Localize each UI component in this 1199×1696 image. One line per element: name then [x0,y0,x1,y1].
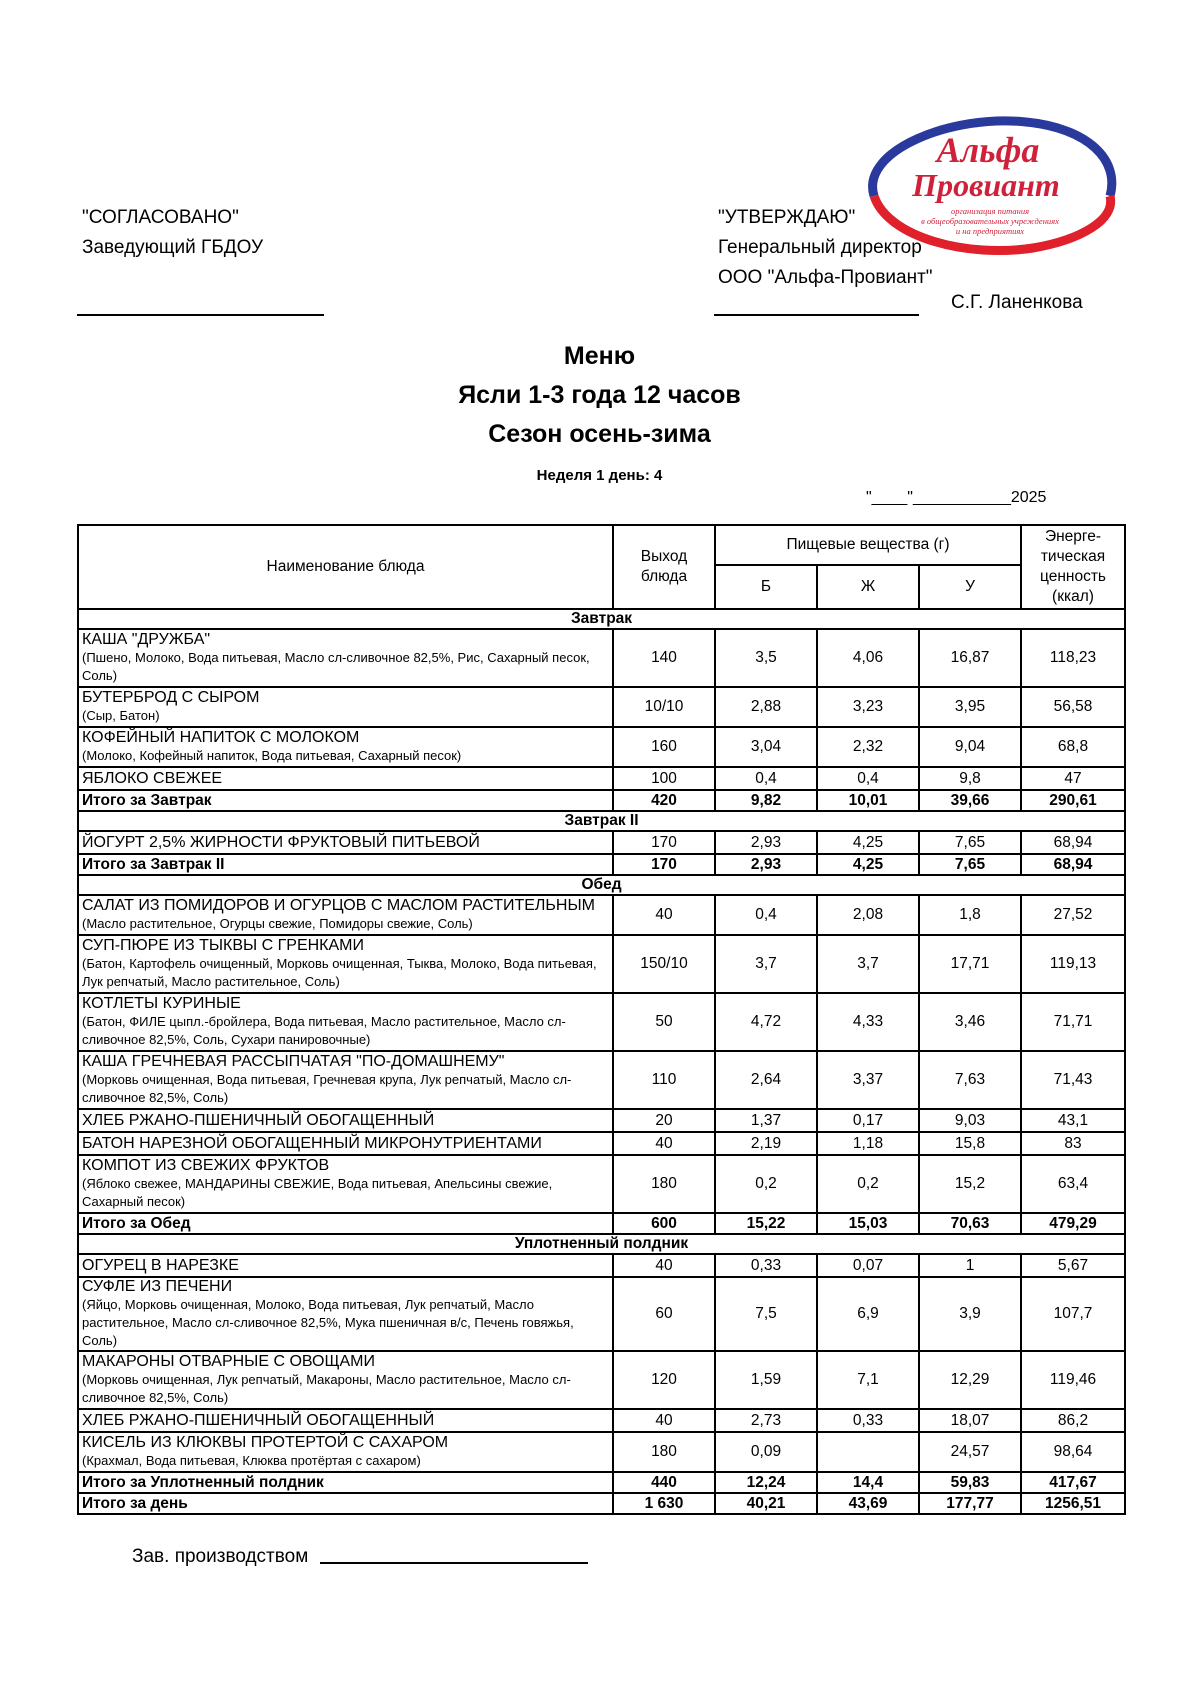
dish-cell [78,727,613,767]
approver-name: С.Г. Ланенкова [951,292,1083,313]
section-title: Обед [78,875,1125,895]
dish-row [78,1051,1125,1109]
dish-row [78,895,1125,935]
energy-cell: 86,2 [1021,1409,1125,1432]
svg-text:Провиант: Провиант [912,167,1060,203]
dish-cell [78,831,613,854]
protein-cell: 2,64 [715,1051,817,1109]
fat-cell: 0,2 [817,1155,919,1213]
protein-cell: 0,4 [715,767,817,790]
yield-cell: 50 [613,993,715,1051]
dish-row [78,727,1125,767]
dish-cell [78,1277,613,1351]
total-fat-cell: 4,25 [817,854,919,875]
menu-subtitle-group: Ясли 1-3 года 12 часов [458,381,741,409]
carbs-cell: 9,04 [919,727,1021,767]
protein-cell: 2,19 [715,1132,817,1155]
yield-cell: 40 [613,1254,715,1277]
total-protein-cell: 2,93 [715,854,817,875]
energy-cell: 5,67 [1021,1254,1125,1277]
section-title: Завтрак [78,609,1125,629]
yield-cell: 170 [613,831,715,854]
total-energy-cell: 417,67 [1021,1472,1125,1493]
dish-cell [78,1109,613,1132]
approve-organization: ООО "Альфа-Провиант" [718,267,933,288]
fat-cell: 4,25 [817,831,919,854]
dish-ingredients: (Пшено, Молоко, Вода питьевая, Масло сл-сливочное 82,5%, Рис, Сахарный песок, Соль) [82,650,590,683]
fat-cell: 3,23 [817,687,919,727]
dish-ingredients: (Яйцо, Морковь очищенная, Молоко, Вода питьевая, Лук репчатый, Масло растительное, Масло сл-сливочное 82,5%, Мука пшеничная в/с, Печень говяжья, Соль) [82,1297,574,1348]
date-line: "____"___________2025 [866,489,1047,506]
dish-row [78,767,1125,790]
carbs-cell: 3,9 [919,1277,1021,1351]
dish-row [78,1132,1125,1155]
total-energy-cell: 479,29 [1021,1213,1125,1234]
dish-cell [78,1051,613,1109]
carbs-cell: 7,65 [919,831,1021,854]
energy-cell: 98,64 [1021,1432,1125,1472]
header-fat: Ж [817,565,919,609]
yield-cell: 150/10 [613,935,715,993]
dish-ingredients: (Морковь очищенная, Лук репчатый, Макароны, Масло растительное, Масло сл-сливочное 82,5%, Соль) [82,1372,571,1405]
energy-cell: 83 [1021,1132,1125,1155]
agreed-signature-line [77,314,324,316]
menu-subtitle-season: Сезон осень-зима [488,420,711,448]
carbs-cell: 18,07 [919,1409,1021,1432]
dish-ingredients: (Яблоко свежее, МАНДАРИНЫ СВЕЖИЕ, Вода питьевая, Апельсины свежие, Сахарный песок) [82,1176,553,1209]
production-head-signature-line [320,1562,588,1564]
dish-cell [78,767,613,790]
section-header-row [78,1234,1125,1254]
protein-cell: 2,93 [715,831,817,854]
dish-row [78,1351,1125,1409]
total-yield-cell: 170 [613,854,715,875]
carbs-cell: 16,87 [919,629,1021,687]
dish-name: КАША "ДРУЖБА" [82,631,211,648]
dish-name: КИСЕЛЬ ИЗ КЛЮКВЫ ПРОТЕРТОЙ С САХАРОМ [82,1434,449,1451]
carbs-cell: 24,57 [919,1432,1021,1472]
dish-row [78,993,1125,1051]
approve-position: Генеральный директор [718,237,922,258]
dish-row [78,629,1125,687]
header-nutrients: Пищевые вещества (г) [715,525,1021,565]
day-total-carbs-cell: 177,77 [919,1493,1021,1514]
dish-row [78,935,1125,993]
dish-row [78,1155,1125,1213]
carbs-cell: 15,2 [919,1155,1021,1213]
dish-name: БУТЕРБРОД С СЫРОМ [82,689,260,706]
dish-name: ХЛЕБ РЖАНО-ПШЕНИЧНЫЙ ОБОГАЩЕННЫЙ [82,1411,435,1429]
dish-name: ХЛЕБ РЖАНО-ПШЕНИЧНЫЙ ОБОГАЩЕННЫЙ [82,1111,435,1129]
dish-row [78,1409,1125,1432]
energy-cell: 71,71 [1021,993,1125,1051]
day-total-row [78,1493,1125,1514]
total-yield-cell: 440 [613,1472,715,1493]
carbs-cell: 9,03 [919,1109,1021,1132]
menu-title: Меню [563,342,636,370]
week-day-label: Неделя 1 день: 4 [536,467,663,484]
production-head-label: Зав. производством [132,1546,309,1567]
carbs-cell: 12,29 [919,1351,1021,1409]
day-total-label: Итого за день [78,1493,613,1514]
fat-cell: 2,32 [817,727,919,767]
carbs-cell: 1,8 [919,895,1021,935]
dish-ingredients: (Морковь очищенная, Вода питьевая, Гречневая крупа, Лук репчатый, Масло сл-сливочное 82,5%, Соль) [82,1072,572,1105]
menu-table [77,524,1126,1515]
fat-cell: 7,1 [817,1351,919,1409]
fat-cell: 2,08 [817,895,919,935]
dish-cell [78,1432,613,1472]
dish-row [78,1109,1125,1132]
dish-cell [78,1254,613,1277]
day-total-protein-cell: 40,21 [715,1493,817,1514]
carbs-cell: 7,63 [919,1051,1021,1109]
fat-cell: 0,33 [817,1409,919,1432]
dish-cell [78,629,613,687]
dish-name: МАКАРОНЫ ОТВАРНЫЕ С ОВОЩАМИ [82,1353,375,1370]
yield-cell: 180 [613,1432,715,1472]
yield-cell: 160 [613,727,715,767]
dish-name: КАША ГРЕЧНЕВАЯ РАССЫПЧАТАЯ "ПО-ДОМАШНЕМУ" [82,1053,505,1070]
protein-cell: 1,37 [715,1109,817,1132]
dish-ingredients: (Крахмал, Вода питьевая, Клюква протёртая с сахаром) [82,1453,421,1468]
dish-name: ЙОГУРТ 2,5% ЖИРНОСТИ ФРУКТОВЫЙ ПИТЬЕВОЙ [82,833,480,851]
total-protein-cell: 12,24 [715,1472,817,1493]
footer-signature [132,1546,588,1568]
header-dish-name: Наименование блюда [78,525,613,609]
total-carbs-cell: 7,65 [919,854,1021,875]
protein-cell: 7,5 [715,1277,817,1351]
section-title: Завтрак II [78,811,1125,831]
total-protein-cell: 15,22 [715,1213,817,1234]
energy-cell: 71,43 [1021,1051,1125,1109]
total-energy-cell: 68,94 [1021,854,1125,875]
yield-cell: 110 [613,1051,715,1109]
protein-cell: 3,04 [715,727,817,767]
protein-cell: 2,73 [715,1409,817,1432]
carbs-cell: 17,71 [919,935,1021,993]
yield-cell: 180 [613,1155,715,1213]
day-total-fat-cell: 43,69 [817,1493,919,1514]
day-total-energy-cell: 1256,51 [1021,1493,1125,1514]
protein-cell: 3,5 [715,629,817,687]
fat-cell: 3,7 [817,935,919,993]
total-label: Итого за Завтрак II [78,854,613,875]
dish-cell [78,1351,613,1409]
dish-name: БАТОН НАРЕЗНОЙ ОБОГАЩЕННЫЙ МИКРОНУТРИЕНТАМИ [82,1134,542,1152]
energy-cell: 68,94 [1021,831,1125,854]
total-label: Итого за Уплотненный полдник [78,1472,613,1493]
dish-cell [78,1409,613,1432]
header-carbs: У [919,565,1021,609]
yield-cell: 40 [613,1409,715,1432]
energy-cell: 68,8 [1021,727,1125,767]
dish-cell [78,935,613,993]
energy-cell: 118,23 [1021,629,1125,687]
svg-text:Альфа: Альфа [936,130,1040,170]
section-total-row [78,1472,1125,1493]
carbs-cell: 3,95 [919,687,1021,727]
total-fat-cell: 10,01 [817,790,919,811]
total-energy-cell: 290,61 [1021,790,1125,811]
dish-ingredients: (Сыр, Батон) [82,708,160,723]
dish-row [78,831,1125,854]
total-carbs-cell: 70,63 [919,1213,1021,1234]
yield-cell: 60 [613,1277,715,1351]
dish-cell [78,895,613,935]
protein-cell: 0,33 [715,1254,817,1277]
section-total-row [78,854,1125,875]
header-yield: Выход блюда [613,525,715,609]
total-yield-cell: 420 [613,790,715,811]
dish-row [78,1277,1125,1351]
dish-name: СУФЛЕ ИЗ ПЕЧЕНИ [82,1278,233,1295]
svg-text:в общеобразовательных учрежден: в общеобразовательных учреждениях [921,216,1059,226]
total-protein-cell: 9,82 [715,790,817,811]
dish-cell [78,1132,613,1155]
dish-cell [78,1155,613,1213]
energy-cell: 43,1 [1021,1109,1125,1132]
protein-cell: 1,59 [715,1351,817,1409]
protein-cell: 3,7 [715,935,817,993]
dish-ingredients: (Батон, Картофель очищенный, Морковь очищенная, Тыква, Молоко, Вода питьевая, Лук репчатый, Масло растительное, Соль) [82,956,597,989]
dish-row [78,1432,1125,1472]
approve-signature-line [714,314,919,316]
protein-cell: 2,88 [715,687,817,727]
protein-cell: 4,72 [715,993,817,1051]
dish-name: СУП-ПЮРЕ ИЗ ТЫКВЫ С ГРЕНКАМИ [82,937,364,954]
day-total-yield-cell: 1 630 [613,1493,715,1514]
fat-cell: 0,4 [817,767,919,790]
fat-cell [817,1432,919,1472]
fat-cell: 4,06 [817,629,919,687]
total-fat-cell: 15,03 [817,1213,919,1234]
fat-cell: 4,33 [817,993,919,1051]
dish-cell [78,687,613,727]
header-energy: Энерге-тическая ценность (ккал) [1021,525,1125,609]
protein-cell: 0,2 [715,1155,817,1213]
carbs-cell: 15,8 [919,1132,1021,1155]
dish-ingredients: (Батон, ФИЛЕ цыпл.-бройлера, Вода питьевая, Масло растительное, Масло сл-сливочное 82,5%, Соль, Сухари панировочные) [82,1014,566,1047]
section-header-row [78,609,1125,629]
dish-row [78,1254,1125,1277]
svg-text:и на предприятиях: и на предприятиях [955,226,1025,236]
dish-name: ЯБЛОКО СВЕЖЕЕ [82,769,223,787]
agreed-position: Заведующий ГБДОУ [82,237,264,258]
svg-text:организация питания: организация питания [950,206,1030,216]
carbs-cell: 3,46 [919,993,1021,1051]
energy-cell: 119,46 [1021,1351,1125,1409]
fat-cell: 0,07 [817,1254,919,1277]
energy-cell: 63,4 [1021,1155,1125,1213]
section-title: Уплотненный полдник [78,1234,1125,1254]
section-header-row [78,811,1125,831]
dish-name: КОФЕЙНЫЙ НАПИТОК С МОЛОКОМ [82,729,360,746]
yield-cell: 100 [613,767,715,790]
yield-cell: 10/10 [613,687,715,727]
alfa-proviant-logo [858,110,1123,258]
yield-cell: 40 [613,1132,715,1155]
total-yield-cell: 600 [613,1213,715,1234]
fat-cell: 0,17 [817,1109,919,1132]
yield-cell: 120 [613,1351,715,1409]
agreed-stamp: "СОГЛАСОВАНО" [82,207,239,228]
dish-ingredients: (Молоко, Кофейный напиток, Вода питьевая, Сахарный песок) [82,748,462,763]
header-protein: Б [715,565,817,609]
section-total-row [78,1213,1125,1234]
yield-cell: 40 [613,895,715,935]
carbs-cell: 9,8 [919,767,1021,790]
protein-cell: 0,4 [715,895,817,935]
total-carbs-cell: 39,66 [919,790,1021,811]
energy-cell: 47 [1021,767,1125,790]
energy-cell: 119,13 [1021,935,1125,993]
fat-cell: 6,9 [817,1277,919,1351]
yield-cell: 20 [613,1109,715,1132]
total-fat-cell: 14,4 [817,1472,919,1493]
dish-name: ОГУРЕЦ В НАРЕЗКЕ [82,1256,239,1274]
protein-cell: 0,09 [715,1432,817,1472]
carbs-cell: 1 [919,1254,1021,1277]
yield-cell: 140 [613,629,715,687]
total-carbs-cell: 59,83 [919,1472,1021,1493]
dish-row [78,687,1125,727]
dish-name: КОМПОТ ИЗ СВЕЖИХ ФРУКТОВ [82,1157,330,1174]
dish-name: САЛАТ ИЗ ПОМИДОРОВ И ОГУРЦОВ С МАСЛОМ РАСТИТЕЛЬНЫМ [82,897,595,914]
fat-cell: 3,37 [817,1051,919,1109]
dish-cell [78,993,613,1051]
section-total-row [78,790,1125,811]
energy-cell: 56,58 [1021,687,1125,727]
total-label: Итого за Завтрак [78,790,613,811]
energy-cell: 107,7 [1021,1277,1125,1351]
section-header-row [78,875,1125,895]
fat-cell: 1,18 [817,1132,919,1155]
dish-name: КОТЛЕТЫ КУРИНЫЕ [82,995,241,1012]
dish-ingredients: (Масло растительное, Огурцы свежие, Помидоры свежие, Соль) [82,916,473,931]
energy-cell: 27,52 [1021,895,1125,935]
total-label: Итого за Обед [78,1213,613,1234]
approve-stamp: "УТВЕРЖДАЮ" [718,207,856,228]
